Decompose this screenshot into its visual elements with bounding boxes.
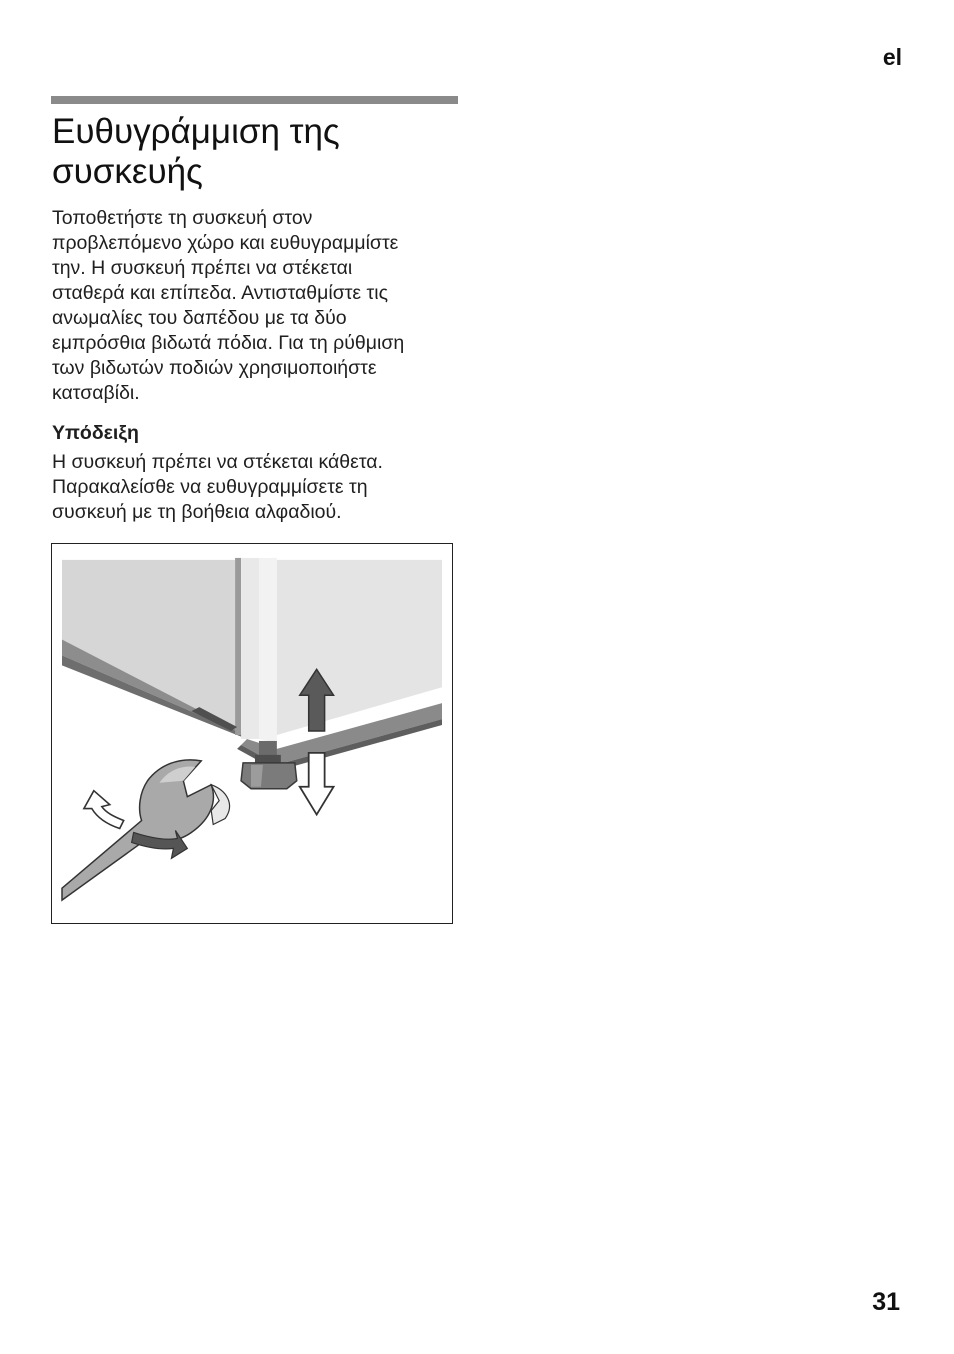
language-label: el: [882, 44, 902, 70]
page-number: 31: [872, 1288, 900, 1316]
note-paragraph: Η συσκευή πρέπει να στέκεται κάθετα. Παρακαλείσθε να ευθυγραμμίσετε τη συσκευή με τη βοήθεια αλφαδιού.: [52, 451, 383, 523]
instruction-paragraph: Τοποθετήστε τη συσκευή στον προβλεπόμενο χώρο και ευθυγραμμίστε την. Η συσκευή πρέπει να στέκεται σταθερά και επίπεδα. Αντισταθμίστε τις ανωμαλίες του δαπέδου με τα δύο εμπρόσθια βιδωτά πόδια. Για τη ρύθμιση των βιδωτών ποδιών χρησιμοποιήστε κατσαβίδι.: [52, 207, 405, 404]
section-rule: [51, 96, 458, 104]
leveling-illustration: [51, 543, 453, 924]
appliance-corner: [62, 558, 442, 771]
section-title: Ευθυγράμμιση της συσκευής: [52, 112, 340, 191]
wrench-icon: [62, 760, 230, 900]
note-heading: Υπόδειξη: [52, 422, 139, 444]
